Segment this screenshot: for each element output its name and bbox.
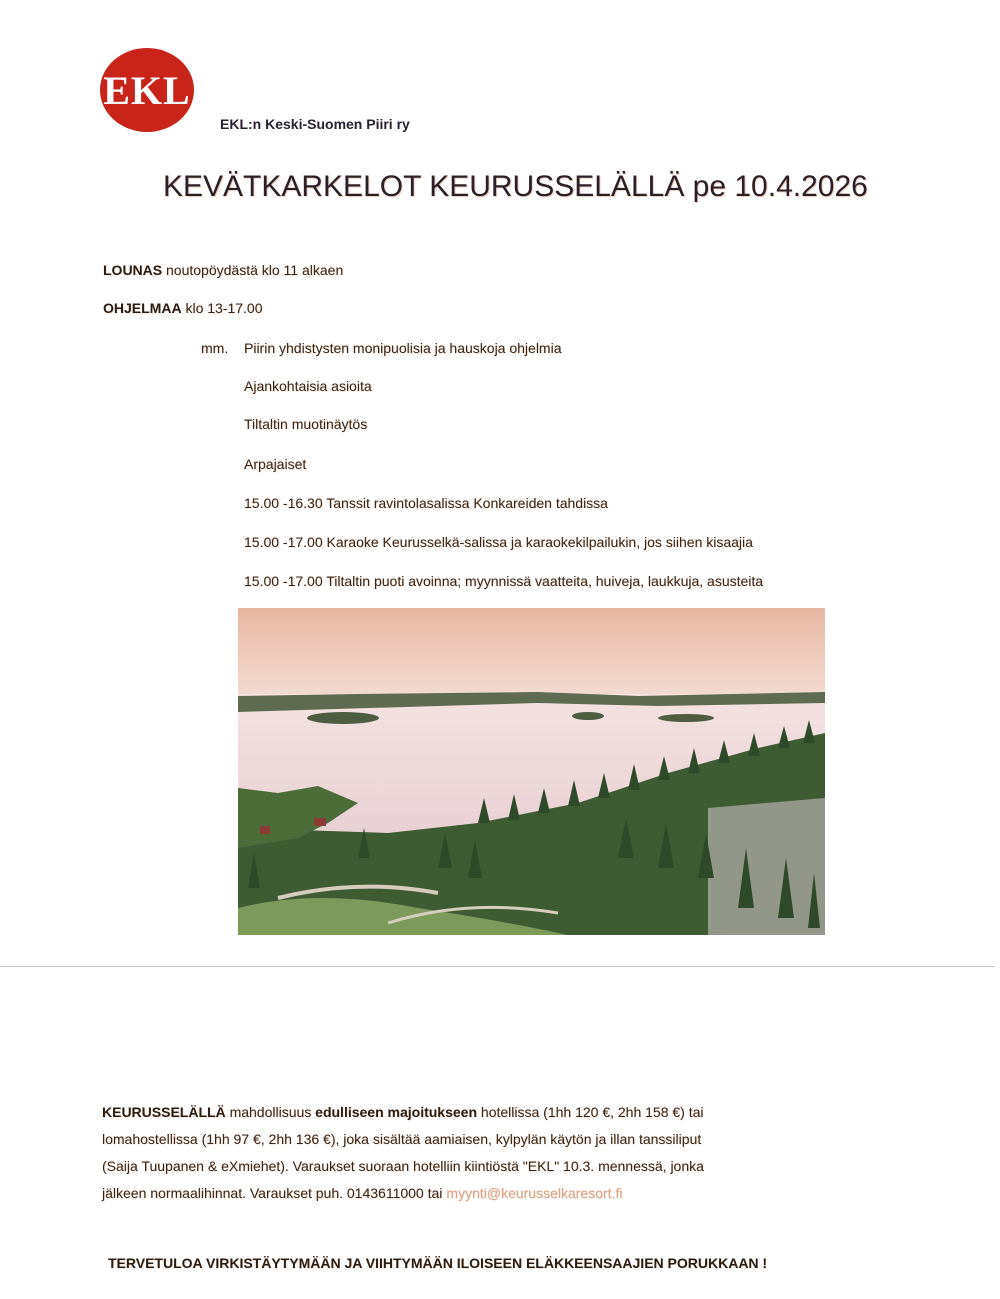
program-intro: mm. [201, 340, 229, 356]
program-item: 15.00 -17.00 Karaoke Keurusselkä-salissa ja karaokekilpailukin, jos siihen kisaajia [244, 534, 753, 550]
lunch-line [103, 262, 343, 278]
accommodation-text: hotellissa (1hh 120 €, 2hh 158 €) tai [480, 1104, 704, 1120]
accommodation-text: lomahostellissa (1hh 97 €, 2hh 136 €), joka sisältää aamiaisen, kylpylän käytön ja illan tanssiliput [102, 1131, 702, 1147]
program-item: Ajankohtaisia asioita [244, 378, 372, 394]
accommodation-paragraph [102, 1099, 902, 1207]
accommodation-text: mahdollisuus [229, 1104, 312, 1120]
program-time: klo 13-17.00 [185, 300, 263, 316]
email-link[interactable]: myynti@keurusselkaresort.fi [446, 1185, 623, 1201]
program-item: Arpajaiset [244, 456, 307, 472]
program-item: Tiltaltin muotinäytös [244, 416, 368, 432]
ekl-logo [100, 48, 194, 132]
program-item: 15.00 -16.30 Tanssit ravintolasalissa Konkareiden tahdissa [244, 495, 608, 511]
logo-text: EKL [103, 67, 191, 113]
accommodation-highlight: edulliseen majoitukseen [315, 1104, 478, 1120]
lunch-label: LOUNAS [103, 262, 163, 278]
organization-name: EKL:n Keski-Suomen Piiri ry [220, 116, 410, 132]
lake-landscape-photo [238, 608, 825, 935]
program-item: 15.00 -17.00 Tiltaltin puoti avoinna; myynnissä vaatteita, huiveja, laukkuja, asusteita [244, 573, 764, 589]
accommodation-text: jälkeen normaalihinnat. Varaukset puh. 0143611000 tai [102, 1185, 443, 1201]
program-item: Piirin yhdistysten monipuolisia ja hauskoja ohjelmia [244, 340, 562, 356]
accommodation-text: (Saija Tuupanen & eXmiehet). Varaukset suoraan hotelliin kiintiöstä "EKL" 10.3. mennessä, jonka [102, 1158, 704, 1174]
lunch-text: noutopöydästä klo 11 alkaen [166, 262, 344, 278]
page-title: KEVÄTKARKELOT KEURUSSELÄLLÄ pe 10.4.2026 [163, 170, 868, 203]
welcome-message: TERVETULOA VIRKISTÄYTYMÄÄN JA VIIHTYMÄÄN ILOISEEN ELÄKKEENSAAJIEN PORUKKAAN ! [108, 1255, 768, 1271]
program-line [103, 300, 263, 316]
accommodation-label: KEURUSSELÄLLÄ [102, 1104, 226, 1120]
program-label: OHJELMAA [103, 300, 182, 316]
divider [0, 966, 995, 967]
